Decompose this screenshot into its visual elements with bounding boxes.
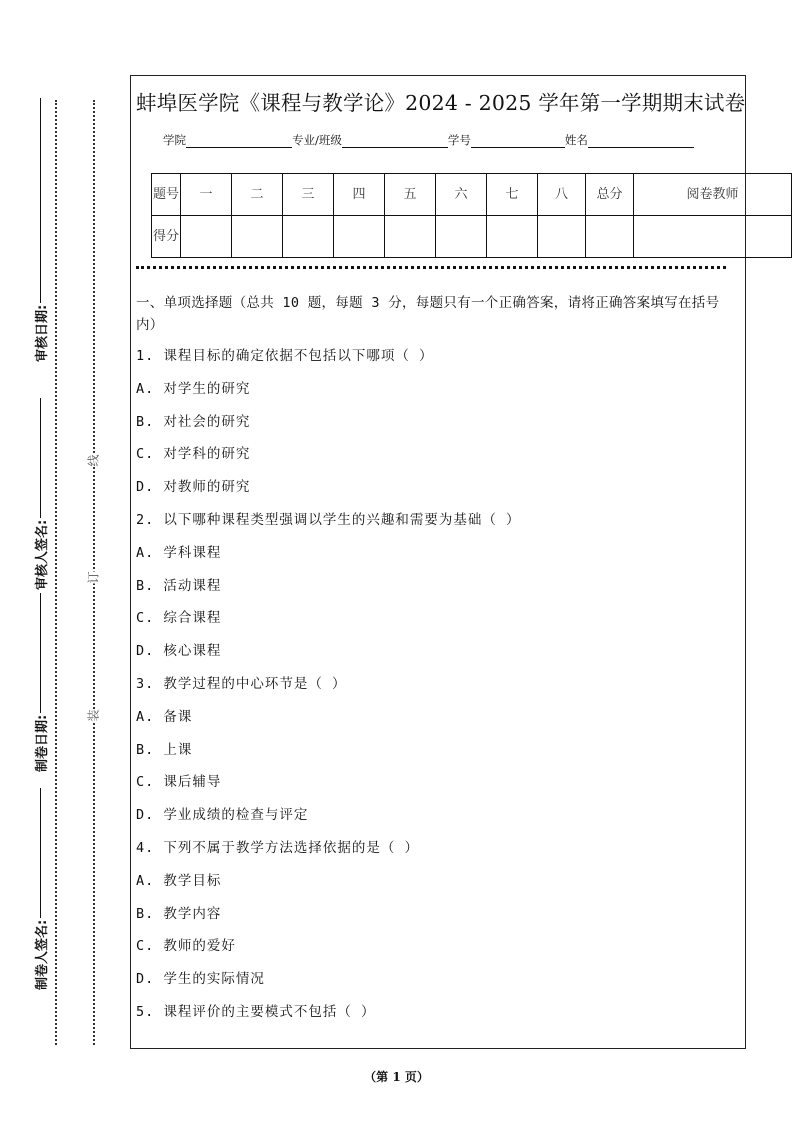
student-info-row	[163, 132, 694, 148]
col-header: 总分	[586, 174, 634, 216]
answer-option: B. 对社会的研究	[136, 413, 251, 430]
answer-option: D. 核心课程	[136, 643, 222, 660]
maker-signature-label: 制卷人签名:	[31, 788, 50, 990]
answer-option: B. 活动课程	[136, 577, 222, 594]
score-cell[interactable]	[436, 216, 487, 258]
col-header: 二	[232, 174, 283, 216]
answer-option: A. 学科课程	[136, 544, 222, 561]
major-label: 专业/班级	[292, 133, 342, 147]
section-heading: 一、单项选择题（总共 10 题，每题 3 分，每题只有一个正确答案，请将正确答案填写在括号内）	[136, 295, 720, 333]
answer-option: B. 上课	[136, 741, 193, 758]
col-header: 六	[436, 174, 487, 216]
question-stem: 1. 课程目标的确定依据不包括以下哪项（ ）	[136, 348, 434, 364]
answer-option: B. 教学内容	[136, 905, 222, 922]
question-stem: 3. 教学过程的中心环节是（ ）	[136, 675, 347, 692]
major-field[interactable]	[342, 133, 448, 148]
college-field[interactable]	[186, 133, 292, 148]
answer-option: C. 综合课程	[136, 610, 222, 627]
score-cell[interactable]	[586, 216, 634, 258]
score-cell[interactable]	[487, 216, 538, 258]
margin-dotted-line-outer	[55, 100, 57, 1045]
score-cell[interactable]	[634, 216, 792, 258]
review-date-label: 审核日期:	[31, 98, 50, 362]
header-label: 题号	[152, 174, 181, 216]
question-stem: 5. 课程评价的主要模式不包括（ ）	[136, 1003, 376, 1020]
answer-option: D. 学生的实际情况	[136, 971, 265, 988]
score-table	[151, 173, 792, 258]
col-header: 八	[538, 174, 586, 216]
college-label: 学院	[163, 133, 186, 147]
reviewer-signature-label: 审核人签名:	[31, 398, 50, 590]
answer-option: A. 备课	[136, 708, 193, 725]
col-header: 四	[334, 174, 385, 216]
question-stem: 2. 以下哪种课程类型强调以学生的兴趣和需要为基础（ ）	[136, 511, 521, 528]
name-label: 姓名	[564, 133, 588, 147]
col-header: 阅卷教师	[634, 174, 792, 216]
answer-option: C. 课后辅导	[136, 774, 222, 791]
exam-title: 蚌埠医学院《课程与教学论》2024 - 2025 学年第一学期期末试卷	[136, 91, 746, 115]
col-header: 七	[487, 174, 538, 216]
score-cell[interactable]	[181, 216, 232, 258]
question-stem: 4. 下列不属于教学方法选择依据的是（ ）	[136, 839, 420, 856]
col-header: 一	[181, 174, 232, 216]
answer-option: D. 学业成绩的检查与评定	[136, 807, 309, 824]
binding-char-xian: 线	[86, 454, 101, 467]
binding-char-ding: 订	[86, 571, 101, 584]
binding-char-zhuang: 装	[86, 709, 101, 722]
score-cell[interactable]	[334, 216, 385, 258]
answer-option: C. 教师的爱好	[136, 938, 236, 955]
score-cell[interactable]	[538, 216, 586, 258]
answer-option: D. 对教师的研究	[136, 479, 251, 496]
score-cell[interactable]	[232, 216, 283, 258]
answer-option: A. 对学生的研究	[136, 380, 251, 397]
student-id-label: 学号	[447, 133, 471, 147]
page-number: （第 1 页）	[364, 1070, 429, 1084]
answer-option: C. 对学科的研究	[136, 446, 251, 463]
name-field[interactable]	[588, 133, 694, 148]
answer-option: A. 教学目标	[136, 872, 222, 889]
col-header: 五	[385, 174, 436, 216]
score-cell[interactable]	[283, 216, 334, 258]
score-cell[interactable]	[385, 216, 436, 258]
questions	[136, 292, 736, 1034]
dotted-separator	[136, 266, 726, 269]
maker-date-label: 制卷日期:	[31, 593, 50, 772]
col-header: 三	[283, 174, 334, 216]
student-id-field[interactable]	[471, 133, 565, 148]
row-label: 得分	[152, 216, 181, 258]
